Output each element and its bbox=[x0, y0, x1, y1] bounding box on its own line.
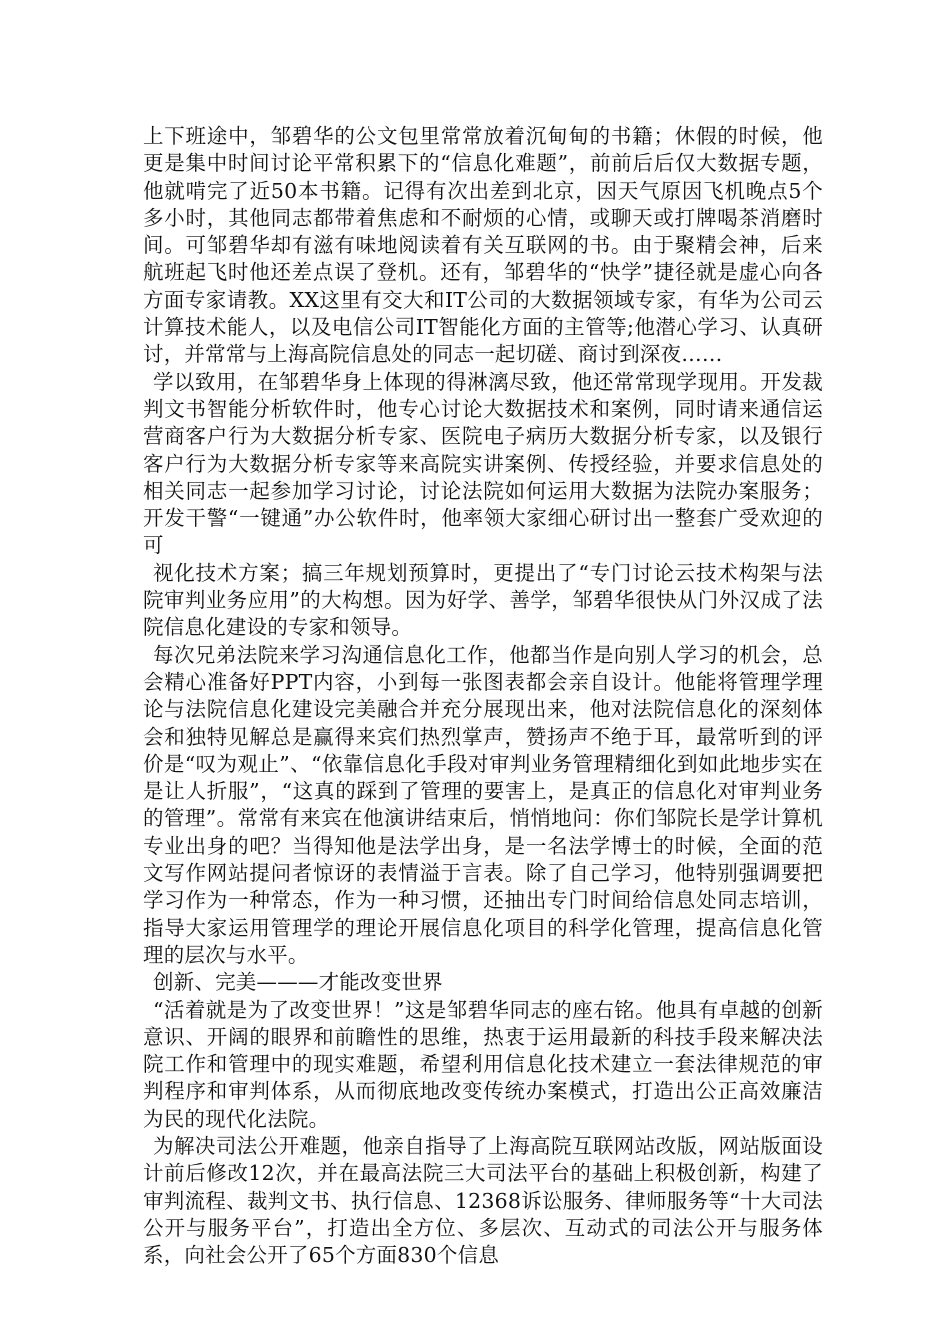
paragraph-apply-learning: 学以致用，在邹碧华身上体现的得淋漓尽致，他还常常现学现用。开发裁判文书智能分析软件时，他专心讨论大数据技术和案例，同时请来通信运营商客户行为大数据分析专家、医院电子病历大数据分析专家，以及银行客户行为大数据分析专家等来高院实讲案例、传授经验，并要求信息处的相关同志一起参加学习讨论，讨论法院如何运用大数据为法院办案服务；开发干警“一键通”办公软件时，他率领大家细心研讨出一整套广受欢迎的可 bbox=[143, 369, 823, 558]
paragraph-sharing-experience: 每次兄弟法院来学习沟通信息化工作，他都当作是向别人学习的机会，总会精心准备好PPT内容，小到每一张图表都会亲自设计。他能将管理学理论与法院信息化建设完美融合并充分展现出来，他对法院信息化的深刻体会和独特见解总是赢得来宾们热烈掌声，赞扬声不绝于耳，最常听到的评价是“叹为观止”、“依靠信息化手段对审判业务管理精细化到如此地步实在是让人折服”，“这真的踩到了管理的要害上，是真正的信息化对审判业务的管理”。常常有来宾在他演讲结束后，悄悄地问：你们邹院长是学计算机专业出身的吧？当得知他是法学出身，是一名法学博士的时候，全面的范文写作网站提问者惊讶的表情溢于言表。除了自己学习，他特别强调要把学习作为一种常态，作为一种习惯，还抽出专门时间给信息处同志培训，指导大家运用管理学的理论开展信息化项目的科学化管理，提高信息化管理的层次与水平。 bbox=[143, 642, 823, 967]
section-heading-innovation: 创新、完美———才能改变世界 bbox=[153, 970, 443, 995]
paragraph-judicial-openness: 为解决司法公开难题，他亲自指导了上海高院互联网站改版，网站版面设计前后修改12次，并在最高法院三大司法平台的基础上积极创新，构建了审判流程、裁判文书、执行信息、12368诉讼服务、律师服务等“十大司法公开与服务平台”，打造出全方位、多层次、互动式的司法公开与服务体系，向社会公开了65个方面830个信息 bbox=[143, 1133, 823, 1268]
paragraph-visualization-plan: 视化技术方案；搞三年规划预算时，更提出了“专门讨论云技术构架与法院审判业务应用”的大构想。因为好学、善学，邹碧华很快从门外汉成了法院信息化建设的专家和领导。 bbox=[143, 560, 823, 640]
paragraph-motto: “活着就是为了改变世界！”这是邹碧华同志的座右铭。他具有卓越的创新意识、开阔的眼界和前瞻性的思维，热衷于运用最新的科技手段来解决法院工作和管理中的现实难题，希望利用信息化技术建立一套法律规范的审判程序和审判体系，从而彻底地改变传统办案模式，打造出公正高效廉洁为民的现代化法院。 bbox=[143, 997, 823, 1131]
paragraph-study-habits: 上下班途中，邹碧华的公文包里常常放着沉甸甸的书籍；休假的时候，他更是集中时间讨论平常积累下的“信息化难题”，前前后后仅大数据专题，他就啃完了近50本书籍。记得有次出差到北京，因天气原因飞机晚点5个多小时，其他同志都带着焦虑和不耐烦的心情，或聊天或打牌喝茶消磨时间。可邹碧华却有滋有味地阅读着有关互联网的书。由于聚精会神，后来航班起飞时他还差点误了登机。还有，邹碧华的“快学”捷径就是虚心向各方面专家请教。XX这里有交大和IT公司的大数据领域专家，有华为公司云计算技术能人，以及电信公司IT智能化方面的主管等;他潜心学习、认真研讨，并常常与上海高院信息处的同志一起切磋、商讨到深夜…… bbox=[143, 124, 823, 367]
article-body bbox=[143, 123, 823, 1269]
